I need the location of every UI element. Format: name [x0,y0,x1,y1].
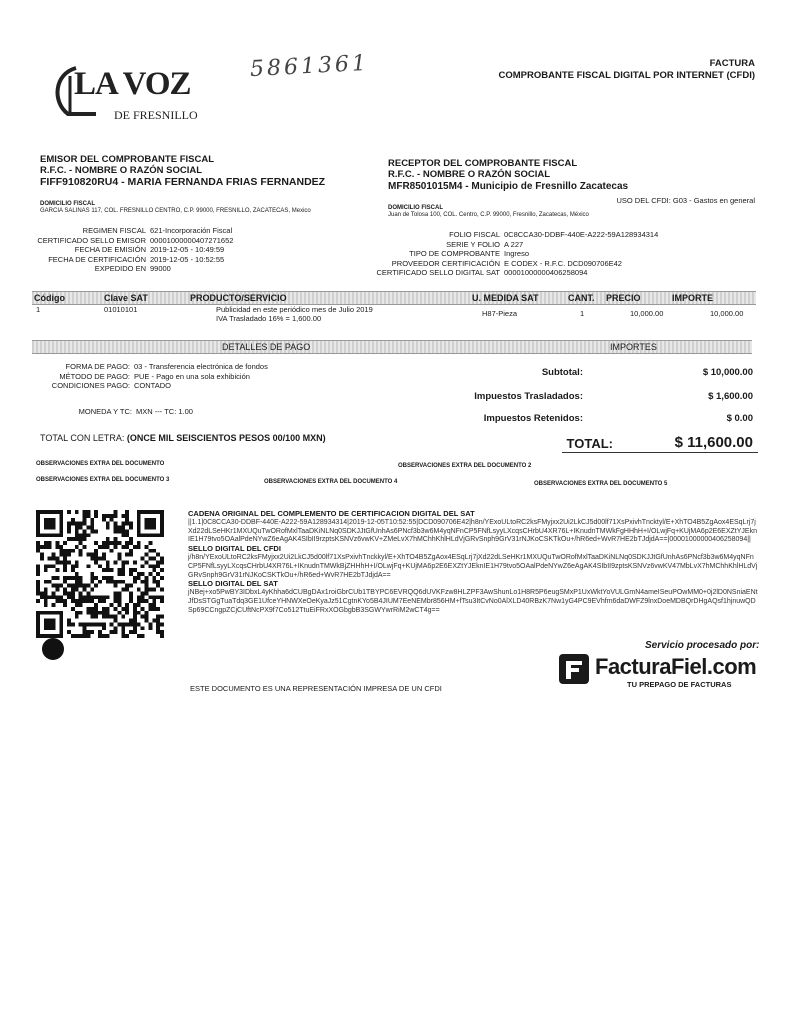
retenidos-label: Impuestos Retenidos: [483,413,583,424]
item-importe: 10,000.00 [710,309,744,318]
subtotal-value: $ 10,000.00 [702,367,753,378]
items-header-bar [32,291,756,305]
emisor-field-row [0,245,233,255]
emisor-rfc-name: FIFF910820RU4 - MARIA FERNANDA FRIAS FERNANDEZ [40,176,326,188]
moneda-row [60,407,193,416]
facturafiel-logo-icon [557,652,591,686]
field-value: CONTADO [134,381,171,390]
receptor-field-row [354,268,658,278]
col-producto: PRODUCTO/SERVICIO [190,293,287,303]
item-codigo: 1 [36,305,41,314]
facturafiel-name: FacturaFiel.com [595,654,757,679]
total-letra: (ONCE MIL SEISCIENTOS PESOS 00/100 MXN) [126,433,326,443]
field-value: E CODEX - R.F.C. DCD090706E42 [504,258,622,268]
field-value: 2019-12-05 - 10:52:55 [150,254,225,264]
col-clave-sat: Clave SAT [104,293,148,303]
field-value: Ingreso [504,249,530,258]
receptor-field-row [354,230,658,240]
pago-fields [0,362,268,391]
sello-cfdi: j/h8n/YExoULtoRC2ksFMyjxx2Ui2LkCJ5d00lf71XsPxivhTnckkyl/E+XhTO4B5ZgAox4ESqLrj7jXd22dLSeHKr1MXUQuTwORofMxlTaaDKiNLNq0SDKJJtGfUnhAs6PNcf3b3w6M4yqNFnCP5FNfLsyyLXcqsCHrbU4XR76L+IKnudnTMWkBjZHHhH+I/OLwjFq+KUjMA6p2E6EXZtYJEknIE1H79tvo5OAalPdeNYwZ6eAgAK4SIbII9zptsKSNVz6vwKV47MbLvX7hMChhKhlHLdVjGRvSnph9GrV31rNJKoCSKTkOu+/hR6ed+WvR7HE2bTJdjdA== [188,553,758,579]
field-value: 621-Incorporación Fiscal [150,226,233,235]
servicio-procesado: Servicio procesado por: [645,640,760,651]
representacion-impresa: ESTE DOCUMENTO ES UNA REPRESENTACIÓN IMPRESA DE UN CFDI [190,684,442,693]
observaciones-2: OBSERVACIONES EXTRA DEL DOCUMENTO 2 [398,463,532,469]
emisor-subtitle: R.F.C. - NOMBRE O RAZÓN SOCIAL [40,165,203,176]
field-label: CERTIFICADO SELLO DIGITAL SAT [376,268,500,277]
doc-subtitle: COMPROBANTE FISCAL DIGITAL POR INTERNET (CFDI) [498,70,755,81]
col-codigo: Código [34,293,65,303]
field-value: 00001000000406258094 [504,268,588,277]
trasladados-value: $ 1,600.00 [708,391,753,402]
receptor-domicilio: Juan de Tolosa 100, COL. Centro, C.P. 99000, Fresnillo, Zacatecas, México [388,212,589,218]
field-label: SERIE Y FOLIO [446,239,500,249]
cadena-original: ||1.1|0C8CCA30-DDBF-440E-A222-59A128934314|2019-12-05T10:52:55|DCD090706E42|h8n/YExoULtoRC2ksFMyjxx2Ui2LkCJ5d00lf71XsPxivhTncktyl/E+XhTO4B5ZgAox4ESqLrj7jXd22dLSeHKr1MXUQuTwORofMxlTaaDKiNLNq0SDKJJtGfUnhAs6PNcf3b3w6M4yqNFnCP5FNfLsyyLXcqsCHrbU4XR76L+IKnudnTMWkFgHHhH+I/OLwjFq+KUjMA6p2E6EXZtYJEknIE1H79tvo5OAalPdeNYwZ6eAgAK4SIbII9rzptsKSNVz6vwKV+ZMeLvX7hMChhKhlHLdVjGRvSnph9GrV31rNJKoCSKTkOu+/hR6ed+WvR7HE2bTJdjdA==|00001000000406258094|| [188,518,757,544]
total-divider [562,452,758,453]
hole-punch-mark [42,638,64,660]
total-label: TOTAL: [566,436,613,451]
field-label: EXPEDIDO EN [94,264,146,273]
total-value: $ 11,600.00 [674,434,753,451]
emisor-field-row [0,226,233,236]
trasladados-label: Impuestos Trasladados: [474,391,583,402]
observaciones-1: OBSERVACIONES EXTRA DEL DOCUMENTO [36,461,165,467]
sello-sat: jNBej+xo5PwBY3IDbxL4yKhha6dCUBgDAx1roiGbrCUb1TBYPC6EVRQQ6dUVKFzw8HLZPF3AwShunLo1H8R5P6eugSMxP1UxWktYoVULGmN4ameISeuPOwMM0+0j2lD0NSniaENtJfDsSTGgTuaTdq3GE1UfceYHNWXeOeKyaJz51CgtnKYo5B4JIUM7EeNEMbr856HM+fTsu3ItCvNo0AlXLD40RBzK7Nw1yG4PC9EVhfm6daDWFZ9lnxDoeMDBQrDHgAQsf1hjnuwQDSp69CCngpZCjCUftNcPX9f7Co512TtuEiFRxXOGbgbB3SGWYwrRiM2wCT4g== [188,589,758,614]
receptor-rfc-name: MFR8501015M4 - Municipio de Fresnillo Zacatecas [388,181,629,192]
field-label: PROVEEDOR CERTIFICACIÓN [391,258,500,268]
moneda-value: MXN --- TC: 1.00 [136,407,193,416]
receptor-domicilio-label: DOMICILIO FISCAL [388,205,443,211]
payment-bar [32,340,752,354]
receptor-fields [354,230,658,278]
logo-subtitle: DE FRESNILLO [114,108,198,122]
emisor-field-row [0,264,233,274]
cadena-title: CADENA ORIGINAL DEL COMPLEMENTO DE CERTIFICACION DIGITAL DEL SAT [188,509,475,518]
observaciones-4: OBSERVACIONES EXTRA DEL DOCUMENTO 4 [264,479,398,485]
field-label: CERTIFICADO SELLO EMISOR [37,235,146,245]
item-clave: 01010101 [104,305,138,314]
logo-word: LA VOZ [74,66,191,102]
pago-field-row [0,362,268,372]
emisor-domicilio: GARCIA SALINAS 117, COL. FRESNILLO CENTRO, C.P. 99000, FRESNILLO, ZACATECAS, Mexico [40,208,311,214]
item-cant: 1 [580,309,585,318]
field-label: FOLIO FISCAL [449,230,500,239]
field-value: 0C8CCA30-DDBF-440E-A222-59A128934314 [504,230,659,239]
col-importe: IMPORTE [672,293,714,303]
emisor-fields [0,226,233,274]
qr-code-icon [36,510,164,638]
observaciones-5: OBSERVACIONES EXTRA DEL DOCUMENTO 5 [534,481,668,487]
receptor-block [388,158,768,193]
emisor-block [40,154,370,189]
field-label: FECHA DE CERTIFICACIÓN [48,254,146,264]
item-iva: IVA Trasladado 16% = 1,600.00 [216,314,322,323]
doc-type: FACTURA [709,58,755,69]
emisor-field-row [0,236,233,246]
field-label: FORMA DE PAGO: [65,362,130,371]
total-letra-row [40,433,326,443]
field-label: FECHA DE EMISIÓN [74,245,146,254]
item-precio: 10,000.00 [630,309,664,318]
table-row [0,305,803,325]
col-unidad: U. MEDIDA SAT [472,293,539,303]
la-voz-logo [46,62,226,132]
field-value: 03 - Transferencia electrónica de fondos [134,362,268,371]
field-label: TIPO DE COMPROBANTE [409,249,500,258]
total-letra-label: TOTAL CON LETRA: [40,433,125,443]
field-value: 2019-12-05 - 10:49:59 [150,245,225,254]
field-value: A 227 [504,239,524,249]
retenidos-value: $ 0.00 [726,413,753,424]
item-unidad: H87-Pieza [482,309,518,318]
emisor-field-row [0,255,233,265]
pago-field-row [0,381,268,391]
field-value: 99000 [150,264,171,273]
facturafiel-tagline: TU PREPAGO DE FACTURAS [627,680,732,689]
detalles-pago-header: DETALLES DE PAGO [222,342,311,352]
receptor-title: RECEPTOR DEL COMPROBANTE FISCAL [388,158,578,169]
receptor-field-row [354,240,658,250]
receptor-field-row [354,259,658,269]
field-label: REGIMEN FISCAL [82,226,146,235]
field-value: PUE - Pago en una sola exhibición [134,371,250,381]
subtotal-label: Subtotal: [541,367,583,378]
field-value: 00001000000407271652 [150,235,234,245]
emisor-title: EMISOR DEL COMPROBANTE FISCAL [40,154,214,165]
pago-field-row [0,372,268,382]
sello-cfdi-title: SELLO DIGITAL DEL CFDI [188,544,281,554]
handwritten-number: 5861361 [249,50,370,83]
moneda-label: MONEDA Y TC: [78,407,132,416]
col-precio: PRECIO [606,293,641,303]
observaciones-3: OBSERVACIONES EXTRA DEL DOCUMENTO 3 [36,477,170,483]
col-cant: CANT. [568,293,595,303]
sat-seals-block [188,510,758,616]
receptor-field-row [354,249,658,259]
field-label: MÉTODO DE PAGO: [59,371,130,381]
item-producto: Publicidad en este periódico mes de Julio 2019 [216,305,373,314]
emisor-domicilio-label: DOMICILIO FISCAL [40,201,95,207]
uso-cfdi: USO DEL CFDI: G03 - Gastos en general [616,196,755,205]
receptor-subtitle: R.F.C. - NOMBRE O RAZÓN SOCIAL [388,169,551,180]
importes-header: IMPORTES [610,342,657,352]
sello-sat-title: SELLO DIGITAL DEL SAT [188,579,278,589]
field-label: CONDICIONES PAGO: [51,381,130,390]
